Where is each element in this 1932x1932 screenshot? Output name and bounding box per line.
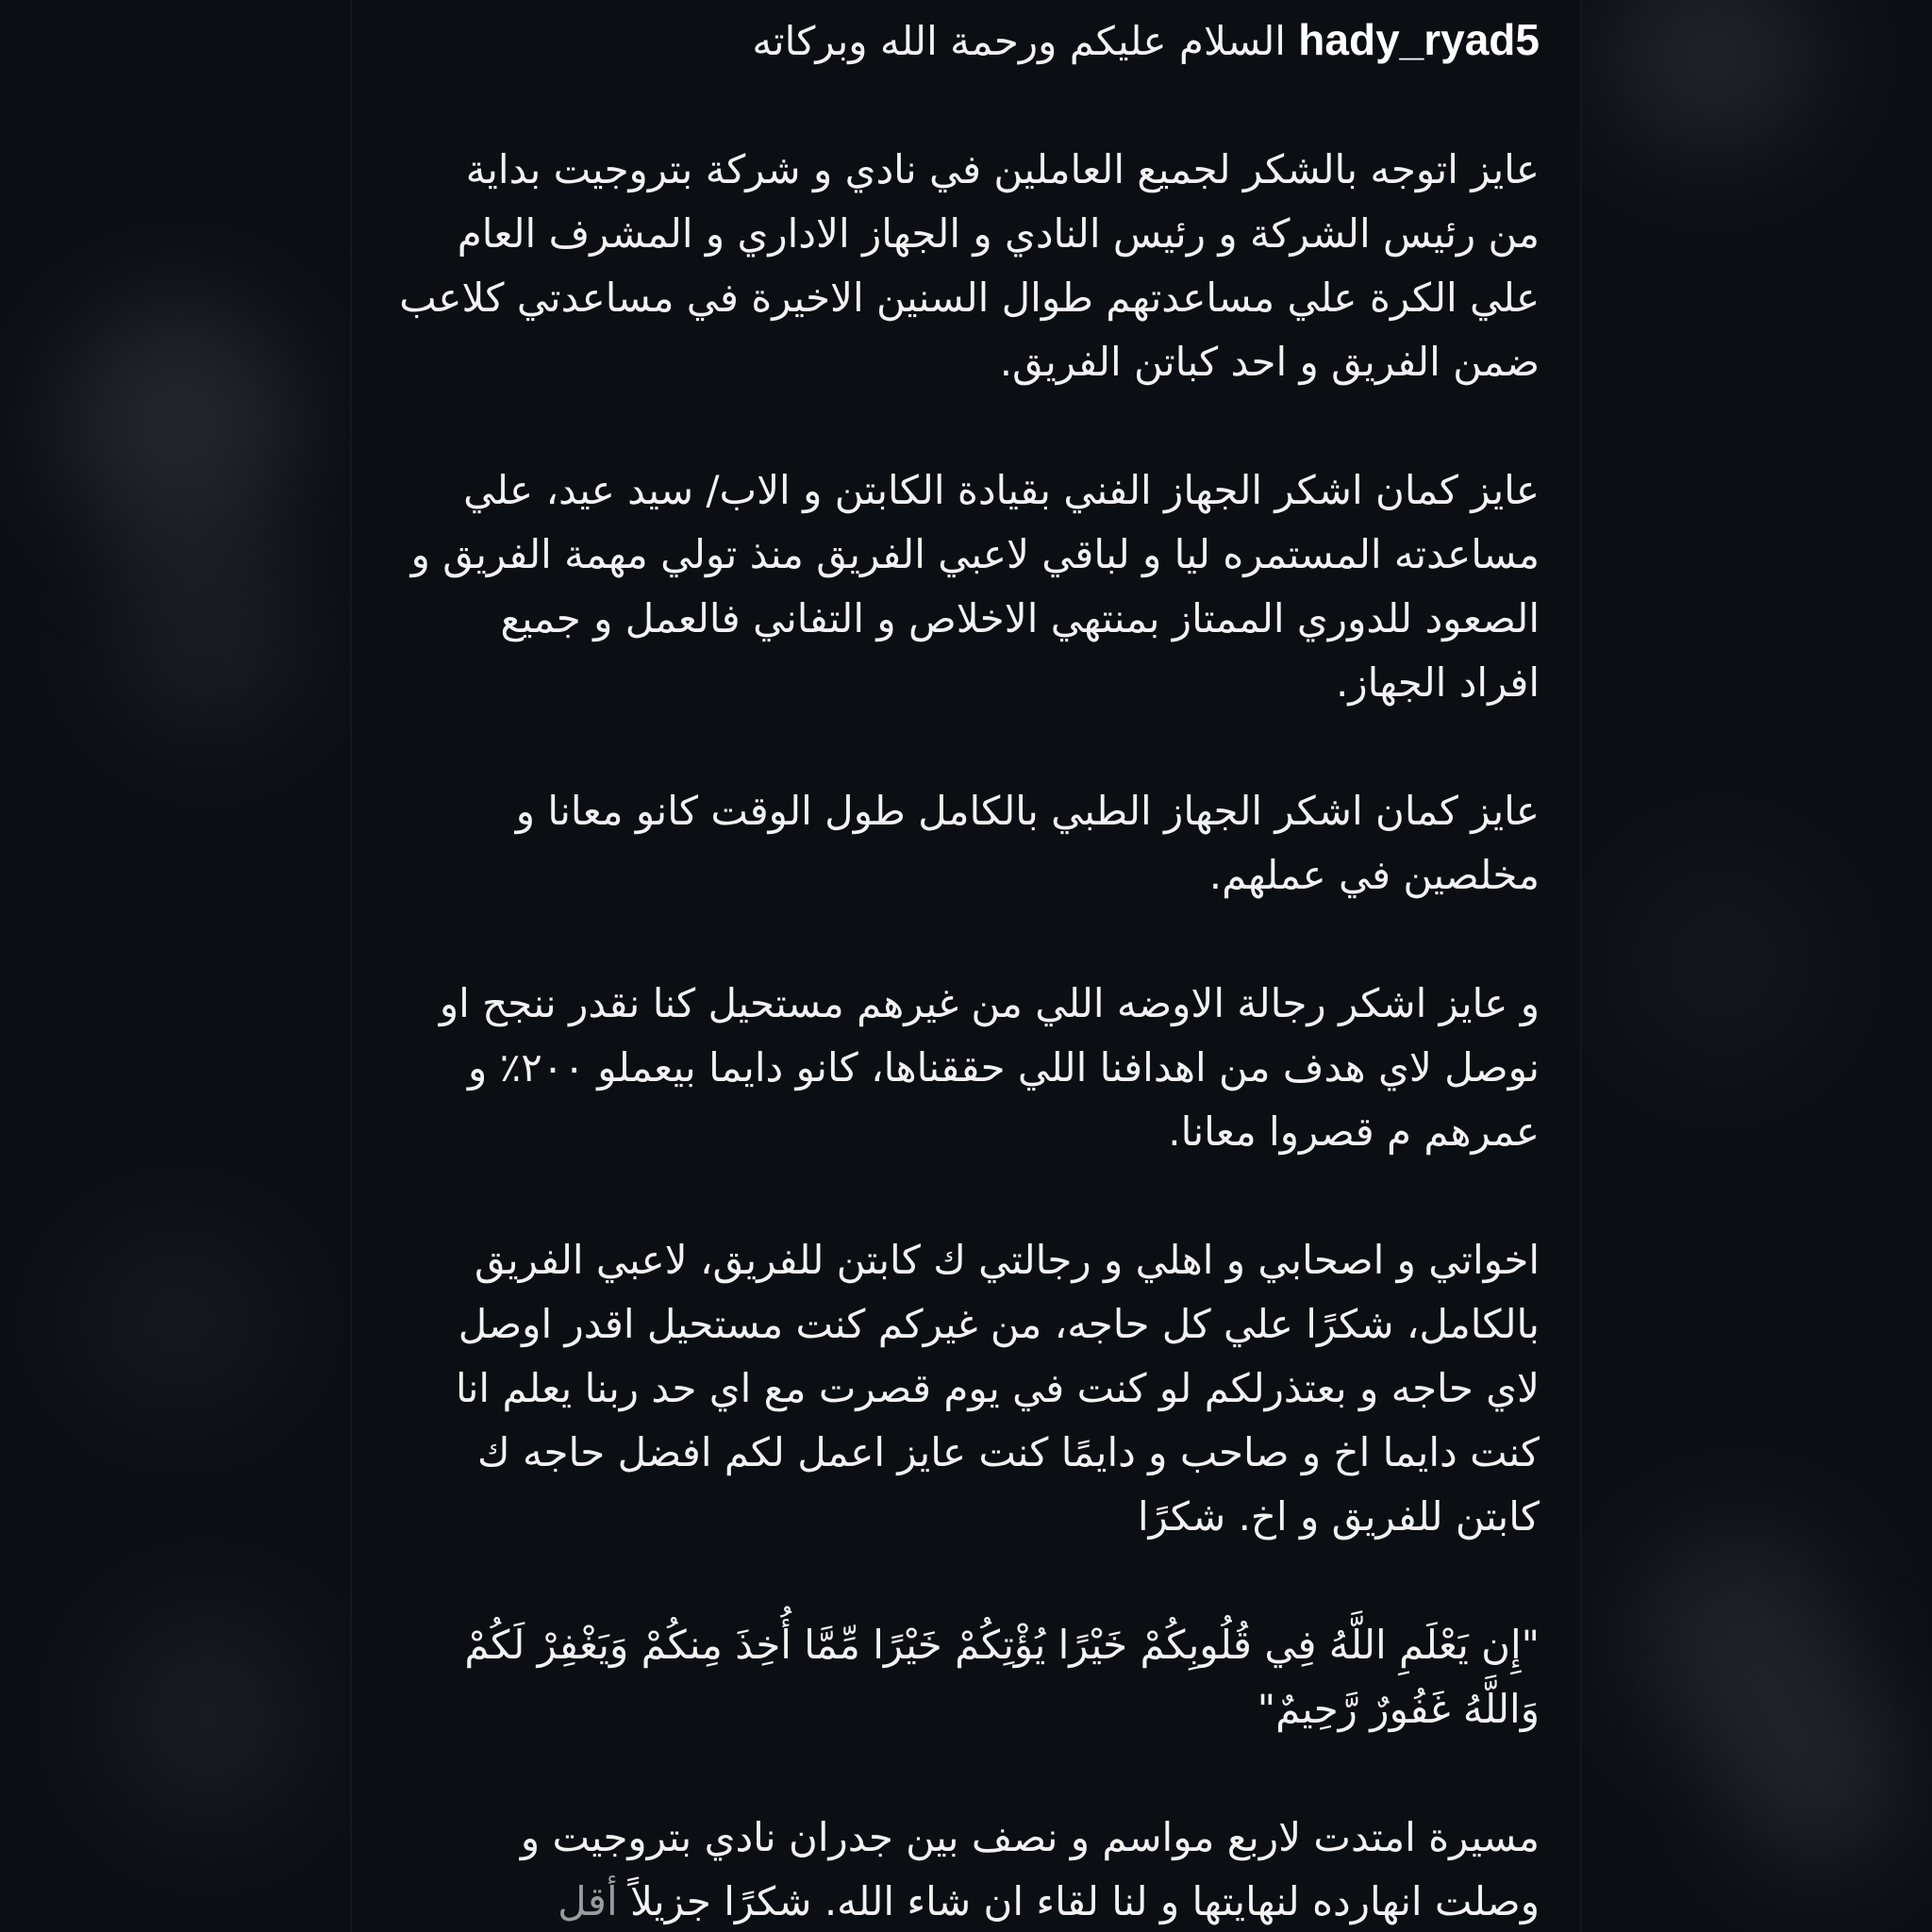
- caption-line: من رئيس الشركة و رئيس النادي و الجهاز الاداري و المشرف العام: [457, 210, 1540, 257]
- caption-line: علي الكرة علي مساعدتهم طوال السنين الاخيرة في مساعدتي كلاعب: [399, 275, 1540, 321]
- caption-line: عايز اتوجه بالشكر لجميع العاملين في نادي و شركة بتروجيت بداية: [465, 146, 1540, 192]
- caption-line: الصعود للدوري الممتاز بمنتهي الاخلاص و التفاني فالعمل و جميع: [500, 595, 1540, 641]
- paragraph-farewell: [379, 1806, 1540, 1932]
- blurred-background-left: [0, 0, 352, 1932]
- caption-line: عايز كمان اشكر الجهاز الطبي بالكامل طول الوقت كانو معانا و: [515, 788, 1540, 834]
- post-caption: [379, 8, 1540, 1932]
- caption-line: مساعدته المستمره ليا و لباقي لاعبي الفريق منذ تولي مهمة الفريق و: [410, 531, 1540, 577]
- caption-line: وَاللَّهُ غَفُورٌ رَّحِيمٌ": [1257, 1686, 1540, 1732]
- paragraph-thanks-technical-staff: [379, 458, 1540, 715]
- caption-line: عمرهم م قصروا معانا.: [1168, 1108, 1540, 1155]
- caption-line: و عايز اشكر رجالة الاوضه اللي من غيرهم مستحيل كنا نقدر ننجح او: [439, 980, 1540, 1026]
- show-less-link[interactable]: أقل: [558, 1878, 618, 1924]
- paragraph-thanks-club: [379, 138, 1540, 394]
- caption-line: كنت دايما اخ و صاحب و دايمًا كنت عايز اعمل لكم افضل حاجه ك: [477, 1429, 1540, 1475]
- caption-line: اخواتي و اصحابي و اهلي و رجالتي ك كابتن للفريق، لاعبي الفريق: [474, 1237, 1540, 1283]
- caption-line-last: [379, 1870, 1540, 1932]
- greeting-text: السلام عليكم ورحمة الله وبركاته: [752, 18, 1286, 64]
- paragraph-thanks-medical-staff: [379, 779, 1540, 908]
- caption-line: "إِن يَعْلَمِ اللَّهُ فِي قُلُوبِكُمْ خَيْرًا يُؤْتِكُمْ خَيْرًا مِّمَّا أُخِذَ مِنكُمْ وَيَغْفِرْ لَكُمْ: [464, 1622, 1540, 1668]
- username-link[interactable]: hady_ryad5: [1298, 15, 1540, 64]
- caption-line: افراد الجهاز.: [1335, 659, 1540, 706]
- caption-line: لاي حاجه و بعتذرلكم لو كنت في يوم قصرت مع اي حد ربنا يعلم انا: [455, 1365, 1540, 1411]
- caption-panel: [352, 0, 1580, 1932]
- caption-line: عايز كمان اشكر الجهاز الفني بقيادة الكابتن و الاب/ سيد عيد، علي: [463, 467, 1540, 513]
- caption-line: ضمن الفريق و احد كباتن الفريق.: [999, 339, 1540, 385]
- caption-line: كابتن للفريق و اخ. شكرًا: [1137, 1493, 1540, 1540]
- caption-line-text: وصلت انهارده لنهايتها و لنا لقاء ان شاء الله. شكرًا جزيلاً: [630, 1878, 1540, 1924]
- caption-line: بالكامل، شكرًا علي كل حاجه، من غيركم كنت مستحيل اقدر اوصل: [458, 1301, 1540, 1347]
- paragraph-quran-verse: [379, 1613, 1540, 1741]
- caption-header: [379, 8, 1540, 74]
- caption-line: مسيرة امتدت لاربع مواسم و نصف بين جدران نادي بتروجيت و: [520, 1814, 1540, 1860]
- right-edge-divider: [1580, 0, 1582, 1932]
- paragraph-thanks-dressing-room: [379, 972, 1540, 1164]
- blurred-background-right: [1580, 0, 1932, 1932]
- paragraph-thanks-teammates: [379, 1228, 1540, 1549]
- caption-line: مخلصين في عملهم.: [1208, 852, 1540, 898]
- caption-line: نوصل لاي هدف من اهدافنا اللي حققناها، كانو دايما بيعملو ٢٠٠٪ و: [468, 1044, 1540, 1091]
